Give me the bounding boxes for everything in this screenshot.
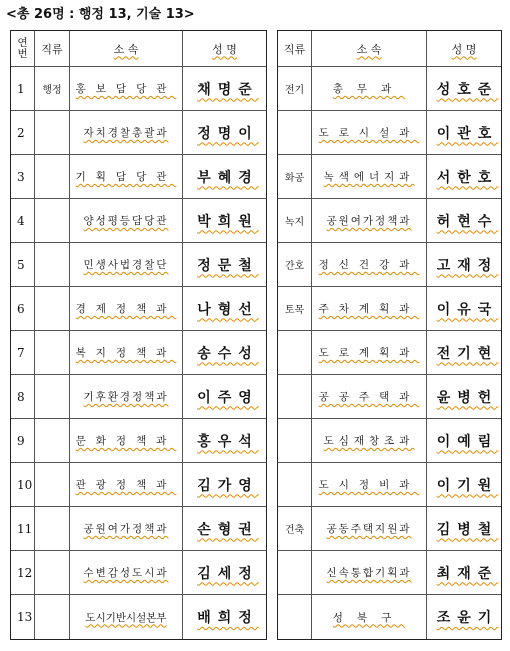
row-name-text: 조윤기	[436, 610, 499, 626]
row-dept-text: 수변감성도시과	[83, 567, 169, 579]
row-name-text: 김가영	[197, 477, 259, 494]
row-dept-text: 기획담당관	[75, 171, 177, 183]
row-dept	[70, 463, 183, 507]
row-name-text: 손형권	[197, 521, 259, 538]
row-name-text: 최재준	[436, 565, 499, 582]
row-name	[183, 199, 266, 243]
row-job-text: 행정	[42, 85, 62, 96]
row-job	[35, 331, 70, 375]
header-dept	[70, 31, 183, 67]
row-dept	[312, 67, 427, 111]
row-job	[35, 287, 70, 331]
row-index-text: 13	[17, 610, 33, 624]
row-dept	[312, 595, 427, 639]
header-dept	[312, 31, 427, 67]
row-dept-text: 복지정책과	[75, 347, 177, 359]
row-job	[278, 375, 312, 419]
row-dept-text: 정신건강과	[318, 259, 420, 271]
row-dept	[70, 111, 183, 155]
row-dept-text: 공동주택지원과	[326, 523, 412, 535]
row-job	[35, 463, 70, 507]
row-name-text: 홍우석	[197, 433, 259, 450]
row-name	[427, 507, 501, 551]
row-name	[183, 287, 266, 331]
row-name-text: 정명이	[197, 125, 259, 142]
right-table	[277, 30, 502, 640]
header-index	[11, 31, 35, 67]
row-job-text: 토목	[284, 305, 305, 316]
row-name-text: 배희정	[197, 610, 259, 626]
row-name	[427, 375, 501, 419]
row-dept	[312, 199, 427, 243]
row-name	[183, 331, 266, 375]
row-job	[278, 243, 312, 287]
row-job-text: 간호	[284, 261, 305, 272]
row-name-text: 고재정	[436, 257, 499, 274]
row-job	[278, 551, 312, 595]
row-index-text: 4	[17, 213, 25, 228]
row-dept	[312, 243, 427, 287]
row-name-text: 정문철	[197, 257, 259, 274]
row-index-text: 5	[17, 257, 25, 272]
row-job	[35, 155, 70, 199]
row-job	[35, 507, 70, 551]
row-index	[11, 199, 35, 243]
row-job	[35, 375, 70, 419]
row-dept-text: 문화정책과	[75, 435, 177, 447]
row-job	[35, 199, 70, 243]
row-job	[35, 67, 70, 111]
row-index	[11, 419, 35, 463]
row-dept-text: 자치경찰총괄과	[83, 127, 169, 139]
header-job	[278, 31, 312, 67]
row-index-text: 6	[17, 301, 25, 316]
row-job	[278, 155, 312, 199]
row-name	[183, 155, 266, 199]
row-dept-text: 홍보담당관	[75, 83, 177, 95]
row-job	[278, 67, 312, 111]
row-index	[11, 287, 35, 331]
row-name-text: 이관호	[436, 125, 499, 142]
row-name-text: 김병철	[436, 521, 499, 538]
row-job	[35, 111, 70, 155]
row-job	[35, 243, 70, 287]
row-name-text: 부혜경	[197, 169, 259, 186]
row-job	[278, 419, 312, 463]
row-dept-text: 도로계획과	[318, 347, 420, 359]
row-dept	[70, 419, 183, 463]
row-job-text: 녹지	[284, 217, 305, 228]
row-dept-text: 공공주택과	[318, 391, 420, 403]
row-dept	[70, 199, 183, 243]
row-dept-text: 민생사법경찰단	[83, 259, 169, 271]
row-dept	[312, 287, 427, 331]
row-dept-text: 녹색에너지과	[323, 171, 415, 183]
row-name-text: 박희원	[197, 213, 259, 230]
row-job	[278, 199, 312, 243]
header-name-label: 성 명	[212, 42, 237, 56]
row-dept-text: 도심재창조과	[323, 435, 415, 447]
row-name	[427, 243, 501, 287]
row-name	[183, 419, 266, 463]
page-title: <총 26명 : 행정 13, 기술 13>	[6, 7, 195, 22]
row-dept	[312, 463, 427, 507]
row-dept-text: 기후환경정책과	[83, 391, 169, 403]
row-job-text: 건축	[284, 525, 305, 536]
row-index	[11, 67, 35, 111]
row-name	[427, 199, 501, 243]
row-job	[35, 419, 70, 463]
row-dept	[312, 551, 427, 595]
row-dept-text: 관광정책과	[75, 479, 177, 491]
row-dept-text: 신속통합기획과	[326, 567, 412, 579]
row-name	[427, 463, 501, 507]
header-dept-label: 소 속	[113, 42, 139, 56]
left-table	[10, 30, 267, 640]
row-index-text: 10	[17, 477, 33, 492]
row-dept	[70, 67, 183, 111]
row-name-text: 이기원	[436, 477, 499, 494]
row-name-text: 이유국	[436, 301, 499, 318]
row-index-text: 1	[17, 81, 25, 96]
row-dept-text: 도시기반시설본부	[85, 611, 167, 624]
row-job	[278, 331, 312, 375]
row-job	[278, 507, 312, 551]
row-job	[278, 595, 312, 639]
row-dept	[312, 419, 427, 463]
row-job	[278, 463, 312, 507]
row-dept	[312, 331, 427, 375]
row-index-text: 9	[17, 433, 25, 448]
row-index	[11, 155, 35, 199]
row-dept-text: 주차계획과	[318, 303, 420, 315]
row-name-text: 채명준	[197, 81, 259, 98]
row-job-text: 전기	[284, 85, 305, 96]
row-dept	[70, 375, 183, 419]
row-name-text: 성호준	[436, 81, 499, 98]
row-name	[427, 419, 501, 463]
row-name	[183, 67, 266, 111]
row-name-text: 김세정	[197, 565, 259, 582]
row-index	[11, 595, 35, 639]
row-name-text: 전기현	[436, 345, 499, 362]
row-job	[278, 287, 312, 331]
row-name-text: 송수성	[197, 345, 259, 362]
row-dept-text: 양성평등담당관	[83, 215, 169, 227]
header-job-label: 직류	[41, 42, 63, 56]
row-dept	[70, 551, 183, 595]
header-job	[35, 31, 70, 67]
row-dept-text: 공원여가정책과	[83, 523, 169, 535]
row-index-text: 8	[17, 389, 25, 404]
header-name-label: 성 명	[451, 42, 477, 56]
row-index-text: 2	[17, 125, 25, 140]
row-name	[183, 375, 266, 419]
row-name	[427, 287, 501, 331]
row-dept	[70, 595, 183, 639]
row-dept	[70, 155, 183, 199]
row-dept	[70, 243, 183, 287]
row-name	[183, 111, 266, 155]
header-job-label: 직류	[283, 42, 306, 56]
row-index	[11, 375, 35, 419]
row-name	[183, 507, 266, 551]
row-name-text: 이주영	[197, 389, 259, 406]
header-name	[427, 31, 501, 67]
row-dept-text: 성북구	[332, 611, 406, 624]
right-table-grid	[278, 31, 501, 639]
row-dept	[312, 375, 427, 419]
row-index	[11, 243, 35, 287]
row-name	[183, 551, 266, 595]
row-index-text: 3	[17, 169, 25, 184]
row-index	[11, 111, 35, 155]
row-index-text: 7	[17, 345, 25, 360]
left-table-grid	[11, 31, 266, 639]
row-job	[278, 111, 312, 155]
row-name	[427, 331, 501, 375]
row-dept	[312, 111, 427, 155]
row-name-text: 이예림	[436, 433, 499, 450]
row-name	[183, 595, 266, 639]
row-index	[11, 551, 35, 595]
row-name	[427, 595, 501, 639]
row-dept	[312, 155, 427, 199]
row-dept-text: 도로시설과	[318, 127, 420, 139]
row-name	[427, 155, 501, 199]
row-dept	[312, 507, 427, 551]
row-dept-text: 도시정비과	[318, 479, 420, 491]
row-job	[35, 595, 70, 639]
row-dept	[70, 507, 183, 551]
row-index	[11, 463, 35, 507]
header-index-label: 연번	[17, 36, 28, 60]
row-name-text: 나형선	[197, 301, 259, 318]
row-name	[183, 243, 266, 287]
row-dept	[70, 287, 183, 331]
row-dept-text: 경제정책과	[75, 303, 177, 315]
row-job-text: 화공	[284, 173, 305, 184]
row-name	[427, 551, 501, 595]
row-name-text: 허현수	[436, 213, 499, 230]
row-name-text: 서한호	[436, 169, 499, 186]
row-index-text: 11	[17, 521, 33, 536]
header-dept-label: 소 속	[356, 42, 382, 56]
row-dept	[70, 331, 183, 375]
row-name-text: 윤병헌	[436, 389, 499, 406]
row-name	[183, 463, 266, 507]
row-index	[11, 331, 35, 375]
row-name	[427, 111, 501, 155]
row-name	[427, 67, 501, 111]
row-index	[11, 507, 35, 551]
row-index-text: 12	[17, 565, 33, 580]
row-dept-text: 공원여가정책과	[326, 215, 412, 227]
header-name	[183, 31, 266, 67]
row-dept-text: 총무과	[332, 83, 406, 95]
row-job	[35, 551, 70, 595]
